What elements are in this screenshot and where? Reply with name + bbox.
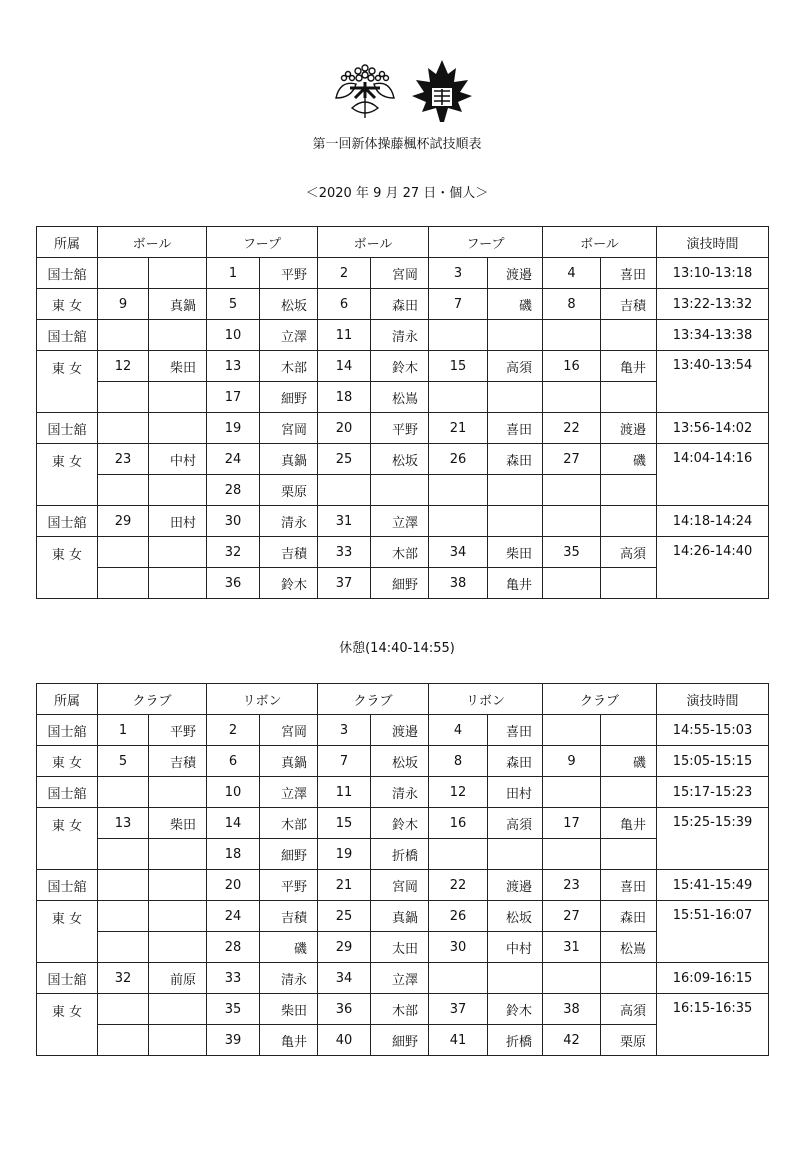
column-header: 所属 <box>37 684 98 715</box>
order-number-cell: 10 <box>207 777 260 808</box>
order-number-cell <box>98 413 149 444</box>
order-number-cell <box>543 475 601 506</box>
order-number-cell: 32 <box>207 537 260 568</box>
athlete-name-cell <box>601 963 657 994</box>
table-row <box>37 413 769 444</box>
athlete-name-cell <box>149 870 207 901</box>
affiliation-cell: 東 女 <box>37 808 98 870</box>
order-number-cell: 2 <box>207 715 260 746</box>
athlete-name-cell <box>149 994 207 1025</box>
athlete-name-cell: 細野 <box>371 1025 429 1056</box>
order-number-cell <box>98 537 149 568</box>
athlete-name-cell: 渡邉 <box>601 413 657 444</box>
order-number-cell: 6 <box>318 289 371 320</box>
athlete-name-cell: 森田 <box>488 746 543 777</box>
order-number-cell: 4 <box>429 715 488 746</box>
order-number-cell: 8 <box>429 746 488 777</box>
athlete-name-cell <box>149 932 207 963</box>
athlete-name-cell: 木部 <box>371 537 429 568</box>
athlete-name-cell: 清永 <box>260 963 318 994</box>
order-number-cell: 42 <box>543 1025 601 1056</box>
order-number-cell: 4 <box>543 258 601 289</box>
athlete-name-cell: 吉積 <box>260 537 318 568</box>
athlete-name-cell: 平野 <box>260 870 318 901</box>
athlete-name-cell: 太田 <box>371 932 429 963</box>
order-number-cell: 28 <box>207 932 260 963</box>
athlete-name-cell <box>601 839 657 870</box>
column-header: クラブ <box>543 684 657 715</box>
affiliation-cell: 国士舘 <box>37 413 98 444</box>
athlete-name-cell: 真鍋 <box>371 901 429 932</box>
order-number-cell <box>543 382 601 413</box>
athlete-name-cell <box>371 475 429 506</box>
athlete-name-cell <box>149 777 207 808</box>
athlete-name-cell: 吉積 <box>260 901 318 932</box>
athlete-name-cell <box>149 537 207 568</box>
order-number-cell <box>429 320 488 351</box>
athlete-name-cell <box>601 506 657 537</box>
order-number-cell: 36 <box>207 568 260 599</box>
maple-leaf-crest-icon <box>412 60 472 122</box>
athlete-name-cell: 森田 <box>601 901 657 932</box>
order-number-cell: 13 <box>207 351 260 382</box>
order-number-cell: 36 <box>318 994 371 1025</box>
order-number-cell: 35 <box>207 994 260 1025</box>
order-number-cell: 15 <box>429 351 488 382</box>
column-header: リボン <box>429 684 543 715</box>
performance-time-cell: 14:18-14:24 <box>657 506 769 537</box>
order-number-cell <box>98 1025 149 1056</box>
order-number-cell <box>543 839 601 870</box>
athlete-name-cell: 田村 <box>149 506 207 537</box>
athlete-name-cell: 細野 <box>260 382 318 413</box>
order-number-cell: 23 <box>543 870 601 901</box>
performance-time-cell: 13:56-14:02 <box>657 413 769 444</box>
header-row <box>37 227 769 258</box>
athlete-name-cell: 高須 <box>601 537 657 568</box>
affiliation-cell: 東 女 <box>37 746 98 777</box>
order-number-cell: 23 <box>98 444 149 475</box>
order-number-cell: 30 <box>207 506 260 537</box>
order-number-cell <box>429 506 488 537</box>
athlete-name-cell: 細野 <box>371 568 429 599</box>
schedule-table-2 <box>36 683 769 1056</box>
performance-time-cell: 15:17-15:23 <box>657 777 769 808</box>
order-number-cell: 31 <box>543 932 601 963</box>
athlete-name-cell: 真鍋 <box>149 289 207 320</box>
athlete-name-cell <box>601 715 657 746</box>
affiliation-cell: 国士舘 <box>37 258 98 289</box>
order-number-cell <box>98 932 149 963</box>
table-row <box>37 870 769 901</box>
paulownia-crest-icon <box>336 65 394 118</box>
athlete-name-cell: 亀井 <box>488 568 543 599</box>
schedule-table-1 <box>36 226 769 599</box>
athlete-name-cell <box>601 382 657 413</box>
athlete-name-cell: 松嶌 <box>601 932 657 963</box>
performance-time-cell: 15:41-15:49 <box>657 870 769 901</box>
order-number-cell <box>98 382 149 413</box>
order-number-cell: 11 <box>318 777 371 808</box>
athlete-name-cell <box>601 568 657 599</box>
order-number-cell: 26 <box>429 901 488 932</box>
athlete-name-cell <box>601 475 657 506</box>
order-number-cell: 37 <box>429 994 488 1025</box>
header-row <box>37 684 769 715</box>
performance-time-cell: 16:09-16:15 <box>657 963 769 994</box>
athlete-name-cell: 木部 <box>260 351 318 382</box>
order-number-cell <box>98 839 149 870</box>
athlete-name-cell <box>488 506 543 537</box>
table-row <box>37 444 769 475</box>
order-number-cell: 1 <box>98 715 149 746</box>
order-number-cell <box>98 568 149 599</box>
athlete-name-cell: 渡邉 <box>488 258 543 289</box>
performance-time-cell: 14:55-15:03 <box>657 715 769 746</box>
table-row <box>37 537 769 568</box>
column-header: ボール <box>543 227 657 258</box>
order-number-cell <box>543 320 601 351</box>
break-time-label: 休憩(14:40-14:55) <box>339 641 455 656</box>
order-number-cell <box>429 475 488 506</box>
athlete-name-cell: 柴田 <box>149 351 207 382</box>
order-number-cell: 5 <box>207 289 260 320</box>
athlete-name-cell: 亀井 <box>260 1025 318 1056</box>
athlete-name-cell: 磯 <box>601 444 657 475</box>
order-number-cell <box>543 963 601 994</box>
athlete-name-cell <box>149 475 207 506</box>
athlete-name-cell: 磯 <box>260 932 318 963</box>
order-number-cell: 9 <box>98 289 149 320</box>
order-number-cell: 7 <box>429 289 488 320</box>
athlete-name-cell: 栗原 <box>601 1025 657 1056</box>
athlete-name-cell: 真鍋 <box>260 746 318 777</box>
table-row <box>37 963 769 994</box>
order-number-cell: 10 <box>207 320 260 351</box>
athlete-name-cell: 折橋 <box>488 1025 543 1056</box>
order-number-cell <box>429 382 488 413</box>
table-row <box>37 901 769 932</box>
order-number-cell: 29 <box>98 506 149 537</box>
athlete-name-cell: 立澤 <box>260 777 318 808</box>
order-number-cell: 13 <box>98 808 149 839</box>
order-number-cell: 32 <box>98 963 149 994</box>
athlete-name-cell: 清永 <box>371 320 429 351</box>
athlete-name-cell <box>149 1025 207 1056</box>
affiliation-cell: 東 女 <box>37 994 98 1056</box>
order-number-cell <box>543 715 601 746</box>
order-number-cell <box>429 963 488 994</box>
athlete-name-cell <box>149 839 207 870</box>
document-title: 第一回新体操藤楓杯試技順表 <box>312 137 482 152</box>
athlete-name-cell: 鈴木 <box>371 351 429 382</box>
table-row <box>37 715 769 746</box>
athlete-name-cell: 渡邉 <box>488 870 543 901</box>
performance-time-cell: 15:25-15:39 <box>657 808 769 870</box>
performance-time-cell: 15:51-16:07 <box>657 901 769 963</box>
order-number-cell: 2 <box>318 258 371 289</box>
order-number-cell <box>543 568 601 599</box>
order-number-cell: 34 <box>429 537 488 568</box>
order-number-cell: 34 <box>318 963 371 994</box>
athlete-name-cell <box>149 568 207 599</box>
order-number-cell: 20 <box>207 870 260 901</box>
column-header: ボール <box>98 227 207 258</box>
athlete-name-cell <box>488 963 543 994</box>
order-number-cell: 17 <box>543 808 601 839</box>
performance-time-cell: 16:15-16:35 <box>657 994 769 1056</box>
athlete-name-cell: 平野 <box>149 715 207 746</box>
athlete-name-cell: 松坂 <box>260 289 318 320</box>
athlete-name-cell <box>601 320 657 351</box>
order-number-cell <box>98 475 149 506</box>
athlete-name-cell: 前原 <box>149 963 207 994</box>
affiliation-cell: 東 女 <box>37 537 98 599</box>
athlete-name-cell <box>149 413 207 444</box>
order-number-cell: 11 <box>318 320 371 351</box>
athlete-name-cell: 立澤 <box>260 320 318 351</box>
order-number-cell <box>98 870 149 901</box>
order-number-cell: 25 <box>318 444 371 475</box>
athlete-name-cell: 栗原 <box>260 475 318 506</box>
order-number-cell: 21 <box>318 870 371 901</box>
order-number-cell: 25 <box>318 901 371 932</box>
order-number-cell: 8 <box>543 289 601 320</box>
column-header: 所属 <box>37 227 98 258</box>
order-number-cell <box>318 475 371 506</box>
order-number-cell: 22 <box>543 413 601 444</box>
table-row <box>37 258 769 289</box>
athlete-name-cell: 鈴木 <box>488 994 543 1025</box>
column-header: 演技時間 <box>657 684 769 715</box>
athlete-name-cell: 柴田 <box>488 537 543 568</box>
affiliation-cell: 国士舘 <box>37 506 98 537</box>
athlete-name-cell: 吉積 <box>149 746 207 777</box>
athlete-name-cell: 松坂 <box>371 444 429 475</box>
athlete-name-cell: 松嶌 <box>371 382 429 413</box>
order-number-cell: 28 <box>207 475 260 506</box>
athlete-name-cell: 中村 <box>488 932 543 963</box>
order-number-cell: 30 <box>429 932 488 963</box>
athlete-name-cell: 折橋 <box>371 839 429 870</box>
order-number-cell: 1 <box>207 258 260 289</box>
order-number-cell: 39 <box>207 1025 260 1056</box>
order-number-cell <box>98 901 149 932</box>
order-number-cell: 29 <box>318 932 371 963</box>
athlete-name-cell <box>601 777 657 808</box>
athlete-name-cell: 吉積 <box>601 289 657 320</box>
column-header: クラブ <box>98 684 207 715</box>
athlete-name-cell: 木部 <box>371 994 429 1025</box>
order-number-cell: 26 <box>429 444 488 475</box>
affiliation-cell: 東 女 <box>37 351 98 413</box>
column-header: フープ <box>429 227 543 258</box>
order-number-cell: 35 <box>543 537 601 568</box>
order-number-cell: 33 <box>318 537 371 568</box>
order-number-cell: 19 <box>318 839 371 870</box>
performance-time-cell: 13:40-13:54 <box>657 351 769 413</box>
order-number-cell: 3 <box>429 258 488 289</box>
order-number-cell <box>98 258 149 289</box>
order-number-cell <box>98 994 149 1025</box>
athlete-name-cell: 磯 <box>488 289 543 320</box>
order-number-cell: 20 <box>318 413 371 444</box>
column-header: リボン <box>207 684 318 715</box>
order-number-cell: 12 <box>429 777 488 808</box>
order-number-cell: 18 <box>318 382 371 413</box>
athlete-name-cell <box>149 320 207 351</box>
athlete-name-cell: 亀井 <box>601 351 657 382</box>
athlete-name-cell <box>149 258 207 289</box>
date-subtitle: ＜2020 年 9 月 27 日・個人＞ <box>305 186 489 201</box>
column-header: ボール <box>318 227 429 258</box>
athlete-name-cell: 亀井 <box>601 808 657 839</box>
athlete-name-cell: 高須 <box>488 351 543 382</box>
order-number-cell: 3 <box>318 715 371 746</box>
table-row <box>37 289 769 320</box>
order-number-cell: 15 <box>318 808 371 839</box>
order-number-cell: 17 <box>207 382 260 413</box>
athlete-name-cell: 平野 <box>371 413 429 444</box>
affiliation-cell: 国士舘 <box>37 320 98 351</box>
athlete-name-cell <box>488 320 543 351</box>
order-number-cell: 21 <box>429 413 488 444</box>
performance-time-cell: 14:26-14:40 <box>657 537 769 599</box>
athlete-name-cell: 喜田 <box>488 413 543 444</box>
athlete-name-cell: 中村 <box>149 444 207 475</box>
affiliation-cell: 国士舘 <box>37 777 98 808</box>
order-number-cell: 38 <box>429 568 488 599</box>
athlete-name-cell: 清永 <box>260 506 318 537</box>
athlete-name-cell: 鈴木 <box>260 568 318 599</box>
order-number-cell: 38 <box>543 994 601 1025</box>
athlete-name-cell: 喜田 <box>488 715 543 746</box>
order-number-cell: 37 <box>318 568 371 599</box>
athlete-name-cell: 田村 <box>488 777 543 808</box>
affiliation-cell: 東 女 <box>37 289 98 320</box>
table-row <box>37 320 769 351</box>
athlete-name-cell: 木部 <box>260 808 318 839</box>
logos <box>330 58 480 122</box>
order-number-cell: 27 <box>543 444 601 475</box>
athlete-name-cell: 喜田 <box>601 258 657 289</box>
performance-time-cell: 13:22-13:32 <box>657 289 769 320</box>
athlete-name-cell <box>488 382 543 413</box>
athlete-name-cell <box>488 475 543 506</box>
athlete-name-cell: 松坂 <box>371 746 429 777</box>
affiliation-cell: 国士舘 <box>37 870 98 901</box>
athlete-name-cell: 宮岡 <box>260 413 318 444</box>
athlete-name-cell: 真鍋 <box>260 444 318 475</box>
athlete-name-cell: 柴田 <box>260 994 318 1025</box>
table-row <box>37 506 769 537</box>
athlete-name-cell: 宮岡 <box>260 715 318 746</box>
order-number-cell: 16 <box>543 351 601 382</box>
athlete-name-cell: 平野 <box>260 258 318 289</box>
athlete-name-cell: 磯 <box>601 746 657 777</box>
order-number-cell <box>429 839 488 870</box>
athlete-name-cell: 宮岡 <box>371 870 429 901</box>
athlete-name-cell: 喜田 <box>601 870 657 901</box>
order-number-cell: 7 <box>318 746 371 777</box>
table-row <box>37 808 769 839</box>
athlete-name-cell <box>149 901 207 932</box>
athlete-name-cell: 森田 <box>488 444 543 475</box>
athlete-name-cell <box>488 839 543 870</box>
order-number-cell: 5 <box>98 746 149 777</box>
order-number-cell: 16 <box>429 808 488 839</box>
performance-time-cell: 14:04-14:16 <box>657 444 769 506</box>
order-number-cell <box>98 320 149 351</box>
athlete-name-cell: 高須 <box>488 808 543 839</box>
athlete-name-cell: 松坂 <box>488 901 543 932</box>
affiliation-cell: 国士舘 <box>37 963 98 994</box>
column-header: フープ <box>207 227 318 258</box>
athlete-name-cell: 鈴木 <box>371 808 429 839</box>
athlete-name-cell: 渡邉 <box>371 715 429 746</box>
order-number-cell <box>543 777 601 808</box>
order-number-cell: 19 <box>207 413 260 444</box>
order-number-cell: 12 <box>98 351 149 382</box>
athlete-name-cell: 高須 <box>601 994 657 1025</box>
order-number-cell: 22 <box>429 870 488 901</box>
performance-time-cell: 13:34-13:38 <box>657 320 769 351</box>
table-row <box>37 994 769 1025</box>
affiliation-cell: 東 女 <box>37 444 98 506</box>
order-number-cell: 41 <box>429 1025 488 1056</box>
column-header: 演技時間 <box>657 227 769 258</box>
order-number-cell: 40 <box>318 1025 371 1056</box>
athlete-name-cell <box>149 382 207 413</box>
athlete-name-cell: 細野 <box>260 839 318 870</box>
affiliation-cell: 東 女 <box>37 901 98 963</box>
athlete-name-cell: 森田 <box>371 289 429 320</box>
affiliation-cell: 国士舘 <box>37 715 98 746</box>
order-number-cell: 14 <box>318 351 371 382</box>
order-number-cell: 18 <box>207 839 260 870</box>
order-number-cell: 14 <box>207 808 260 839</box>
order-number-cell: 6 <box>207 746 260 777</box>
order-number-cell <box>543 506 601 537</box>
table-row <box>37 777 769 808</box>
athlete-name-cell: 宮岡 <box>371 258 429 289</box>
order-number-cell <box>98 777 149 808</box>
athlete-name-cell: 柴田 <box>149 808 207 839</box>
order-number-cell: 27 <box>543 901 601 932</box>
athlete-name-cell: 立澤 <box>371 963 429 994</box>
order-number-cell: 33 <box>207 963 260 994</box>
athlete-name-cell: 立澤 <box>371 506 429 537</box>
column-header: クラブ <box>318 684 429 715</box>
order-number-cell: 24 <box>207 444 260 475</box>
athlete-name-cell: 清永 <box>371 777 429 808</box>
order-number-cell: 24 <box>207 901 260 932</box>
table-row <box>37 351 769 382</box>
performance-time-cell: 15:05-15:15 <box>657 746 769 777</box>
order-number-cell: 31 <box>318 506 371 537</box>
performance-time-cell: 13:10-13:18 <box>657 258 769 289</box>
table-row <box>37 746 769 777</box>
order-number-cell: 9 <box>543 746 601 777</box>
